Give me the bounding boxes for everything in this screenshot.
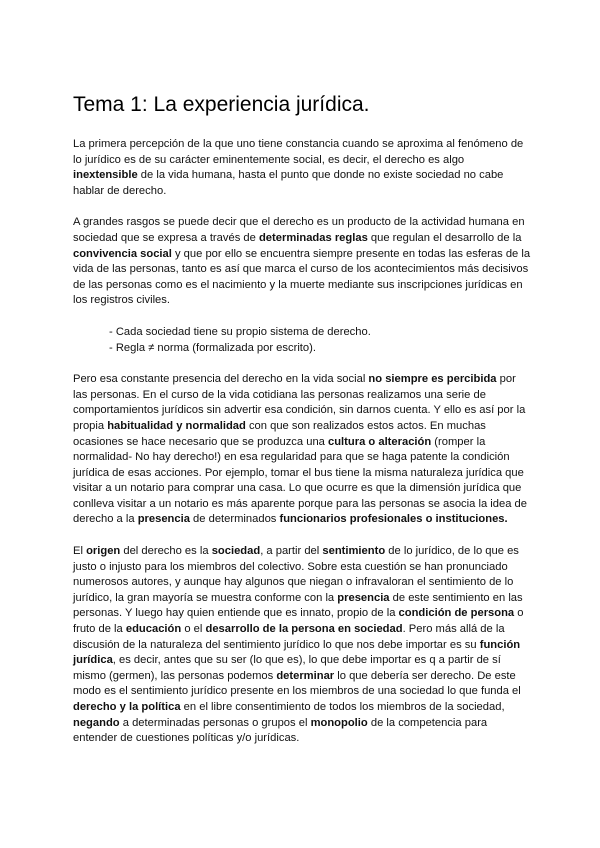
bold-text: negando [73, 716, 120, 729]
bold-text: sociedad [211, 545, 261, 558]
bold-text: origen [86, 545, 121, 558]
text-run: del derecho es la [120, 545, 212, 558]
text-run: de la competencia para entender de cuestiones políticas y/o jurídicas. [73, 716, 488, 745]
text-run: La primera percepción de la que uno tiene constancia cuando se aproxima al fenómeno de lo jurídico es de su carácter eminentemente social, es decir, el derecho es algo [73, 138, 524, 166]
bold-text: presencia [337, 591, 390, 604]
text-run: o el [181, 623, 206, 636]
paragraph-3 [73, 372, 531, 528]
text-run: o fruto de la [73, 607, 524, 636]
text-run: , es decir, antes que su ser (lo que es), lo que debe importar es q a partir de sí mismo (germen), las personas podemos [73, 654, 501, 682]
bold-text: presencia [137, 513, 190, 526]
bold-text: condición de persona [398, 607, 515, 620]
text-run: , a partir del [260, 545, 323, 558]
text-run: lo que debería ser derecho. De este modo es el sentimiento jurídico presente en los miembros de una sociedad lo que funda el [73, 669, 521, 698]
bold-text: sentimiento [322, 545, 386, 558]
bold-text: cultura o alteración [328, 435, 432, 448]
bold-text: inextensible [73, 169, 138, 182]
text-run: El [73, 545, 87, 558]
bold-text: desarrollo de la persona en sociedad [205, 623, 403, 636]
text-run: por las personas. En el curso de la vida cotidiana las personas realizamos una serie de comportamientos jurídicos sin advertir esa condición, sin darnos cuenta. Y ello es así por la propia [73, 373, 526, 432]
text-run: A grandes rasgos se puede decir que el derecho es un producto de la actividad humana en sociedad que se expresa a través de [73, 216, 525, 244]
paragraph-2 [73, 215, 531, 309]
text-run: y que por ello se encuentra siempre presente en todas las esferas de la vida de las personas, tanto es así que marca el curso de los acontecimientos más decisivos de las personas como es el nacimiento y la muerte mediante sus inscripciones jurídicas en los registros civiles. [73, 247, 531, 307]
text-run: a determinadas personas o grupos el [119, 716, 311, 729]
text-run: de determinados [189, 513, 280, 526]
bold-text: función jurídica [73, 638, 521, 667]
bold-text: no siempre es percibida [368, 373, 497, 386]
text-run: (romper la normalidad- No hay derecho!) en esa regularidad para que se haga patente la condición jurídica de esas acciones. Por ejemplo, tomar el bus tiene la misma naturaleza jurídica que visitar a un notario para comprar una casa. Lo que ocurre es que la dimensión jurídica que conlleva visitar a un notario es más aparente porque para las personas se asocia la idea de derecho a la [73, 435, 527, 526]
text-run: con que son realizados estos actos. En muchas ocasiones se hace necesario que se produzca una [73, 419, 486, 448]
text-run: de este sentimiento en las personas. Y luego hay quien entiende que es innato, propio de la [73, 591, 523, 620]
text-run: en el libre consentimiento de todos los miembros de la sociedad, [180, 701, 505, 713]
text-run: . Pero más allá de la discusión de la naturaleza del sentimiento jurídico lo que nos debe importar es su [73, 623, 505, 651]
bold-text: determinar [276, 669, 335, 682]
paragraph-4 [73, 544, 531, 747]
bullet-list [73, 325, 531, 356]
list-item: - Regla ≠ norma (formalizada por escrito). [109, 341, 316, 354]
bold-text: educación [125, 623, 182, 636]
text-run: de la vida humana, hasta el punto que donde no existe sociedad no cabe hablar de derecho. [73, 169, 504, 197]
list-item: - Cada sociedad tiene su propio sistema de derecho. [109, 325, 371, 338]
bold-text: convivencia social [73, 247, 172, 260]
text-run: de lo jurídico, de lo que es justo o injusto para los miembros del colectivo. Sobre esta cuestión se han pronunciado numerosos autores, y aunque hay algunos que niegan o infravaloran el sentimiento de lo jurídico, la gran mayoría se muestra conforme con la [73, 545, 519, 604]
bold-text: derecho y la política [73, 701, 181, 713]
page-title: Tema 1: La experiencia jurídica. [73, 93, 370, 116]
text-run: que regulan el desarrollo de la [367, 231, 522, 244]
bold-text: monopolio [310, 716, 368, 729]
text-run: Pero esa constante presencia del derecho en la vida social [73, 373, 369, 386]
bold-text: determinadas reglas [258, 231, 368, 244]
bold-text: funcionarios profesionales o instituciones. [279, 513, 508, 526]
paragraph-1 [73, 137, 531, 199]
document-body [73, 137, 531, 763]
bold-text: habitualidad y normalidad [107, 419, 246, 432]
